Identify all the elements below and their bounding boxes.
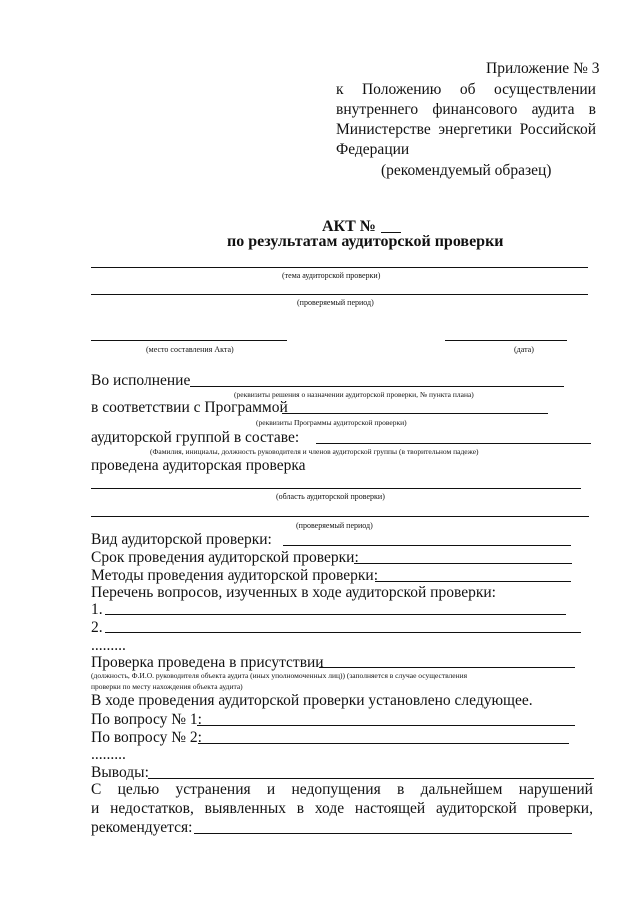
recommendation-line-1	[91, 781, 593, 799]
presence-caption-1: (должность, Ф.И.О. руководителя объекта аудита (иных уполномоченных лиц)) (заполняется в случае осуществления	[91, 671, 468, 680]
header-line-3	[336, 121, 596, 139]
question-2-number: 2.	[91, 619, 103, 636]
header-word: Министерстве	[336, 121, 431, 138]
place-line	[91, 340, 287, 341]
rec-word: проверки,	[527, 800, 593, 817]
presence-caption-2: проверки по месту нахождения объекта аудита)	[91, 682, 243, 691]
recommendation-line	[194, 833, 572, 834]
area-caption: (область аудиторской проверки)	[276, 492, 385, 501]
group-label: аудиторской группой в составе:	[91, 429, 300, 446]
date-line	[445, 340, 567, 341]
area-line	[91, 488, 581, 489]
header-word: к	[336, 81, 344, 98]
period-line-1	[91, 294, 588, 295]
program-caption: (реквизиты Программы аудиторской проверки)	[256, 418, 407, 427]
header-word: Положению	[361, 81, 442, 98]
conclusions-label: Выводы:	[91, 764, 149, 781]
rec-word: аудиторской	[436, 800, 517, 817]
questions-label: Перечень вопросов, изученных в ходе аудиторской проверки:	[91, 584, 496, 601]
issue-1-label: По вопросу № 1:	[91, 711, 202, 728]
conducted-label: проведена аудиторская проверка	[91, 457, 306, 474]
rec-word: устранения	[175, 781, 251, 798]
decision-caption: (реквизиты решения о назначении аудиторской проверки, № пункта плана)	[234, 390, 474, 399]
header-line-1	[336, 81, 596, 99]
group-caption: (Фамилия, инициалы, должность руководителя и членов аудиторской группы (в творительном падеже)	[150, 447, 479, 456]
header-word: Российской	[519, 121, 596, 138]
rec-word: недостатков,	[110, 800, 194, 817]
issue-1-line	[197, 725, 575, 726]
type-line	[283, 545, 571, 546]
rec-word: в	[296, 800, 305, 817]
date-caption: (дата)	[514, 345, 534, 354]
header-word: в	[588, 101, 596, 118]
act-subtitle: по результатам аудиторской проверки	[227, 233, 504, 250]
topic-line	[91, 267, 588, 268]
issue-2-label: По вопросу № 2:	[91, 729, 202, 746]
group-line	[316, 443, 591, 444]
question-2-line	[105, 632, 581, 633]
program-label: в соответствии с Программой	[91, 399, 288, 416]
rec-word: нарушений	[518, 781, 593, 798]
methods-line	[375, 581, 571, 582]
header-word: финансового	[432, 101, 518, 118]
conclusions-line	[148, 778, 594, 779]
established-label: В ходе проведения аудиторской проверки установлено следующее.	[91, 692, 533, 709]
ellipsis-2: .........	[91, 746, 126, 763]
issue-2-line	[198, 743, 569, 744]
rec-word: в	[397, 781, 405, 798]
ellipsis-1: .........	[91, 637, 126, 654]
sample-note: (рекомендуемый образец)	[381, 162, 552, 179]
program-line	[282, 413, 548, 414]
type-label: Вид аудиторской проверки:	[91, 531, 272, 548]
term-label: Срок проведения аудиторской проверки:	[91, 549, 359, 566]
appendix-number: Приложение № 3	[486, 60, 600, 77]
period-caption-2: (проверяемый период)	[296, 521, 373, 530]
presence-line	[319, 667, 575, 668]
rec-word: и	[266, 781, 276, 798]
recommendation-line-2	[91, 800, 593, 818]
rec-word: выявленных	[204, 800, 286, 817]
header-word: внутреннего	[336, 101, 419, 118]
rec-word: настоящей	[354, 800, 426, 817]
methods-label: Методы проведения аудиторской проверки:	[91, 567, 379, 584]
period-line-2	[91, 516, 589, 517]
rec-word: недопущения	[291, 781, 381, 798]
topic-caption: (тема аудиторской проверки)	[282, 271, 381, 280]
header-word: аудита	[531, 101, 575, 118]
rec-word: С	[91, 781, 102, 798]
header-word: об	[459, 81, 476, 98]
question-1-line	[105, 614, 566, 615]
recommendation-label: рекомендуется:	[91, 819, 193, 836]
header-word: осуществлении	[493, 81, 596, 98]
rec-word: целью	[117, 781, 160, 798]
place-caption: (место составления Акта)	[146, 345, 234, 354]
question-1-number: 1.	[91, 601, 103, 618]
presence-label: Проверка проведена в присутствии	[91, 654, 324, 671]
header-line-2	[336, 101, 596, 119]
execution-label: Во исполнение	[91, 372, 191, 389]
rec-word: ходе	[314, 800, 345, 817]
rec-word: и	[91, 800, 100, 817]
header-word: энергетики	[438, 121, 512, 138]
term-line	[354, 563, 572, 564]
rec-word: дальнейшем	[420, 781, 503, 798]
header-line-4: Федерации	[336, 141, 410, 158]
execution-line	[190, 386, 564, 387]
period-caption-1: (проверяемый период)	[297, 298, 374, 307]
act-label: АКТ №	[322, 218, 376, 235]
